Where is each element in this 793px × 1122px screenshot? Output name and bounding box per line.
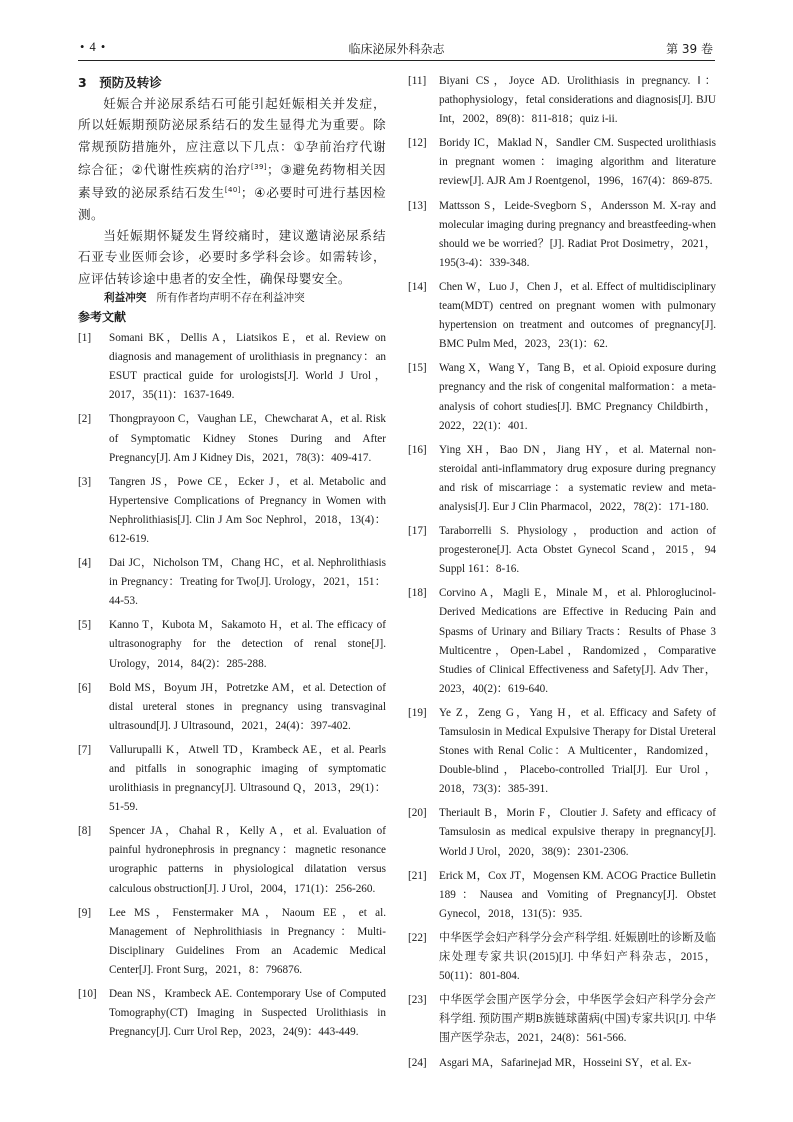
reference-number: [13] <box>408 199 427 212</box>
reference-item <box>78 741 386 817</box>
reference-item <box>408 359 716 435</box>
reference-item <box>408 929 716 986</box>
citation-40[interactable]: [40] <box>224 186 241 195</box>
reference-number: [10] <box>78 988 97 1001</box>
reference-text: Spencer JA，Chahal R，Kelly A，et al. Evaluation of painful hydronephrosis in pregnancy：magnetic resonance urographic patterns in physiological dilatation versus calculous obstruction[J]. J Urol，2004，171(1)：256-260. <box>109 825 386 895</box>
reference-number: [1] <box>78 332 92 345</box>
reference-text: Ying XH，Bao DN，Jiang HY，et al. Maternal non-steroidal anti-inflammatory drug exposure during pregnancy and risk of miscarriage：a systematic review and meta-analysis[J]. Eur J Clin Pharmacol，2022，78(2)：171-180. <box>439 443 716 513</box>
reference-item <box>408 991 716 1048</box>
right-column <box>408 72 716 1078</box>
reference-item <box>408 867 716 924</box>
reference-item <box>408 1054 716 1073</box>
reference-item <box>408 704 716 799</box>
reference-item <box>408 134 716 191</box>
reference-number: [21] <box>408 869 427 882</box>
reference-item <box>408 441 716 517</box>
body-paragraph: 当妊娠期怀疑发生肾绞痛时，建议邀请泌尿系结石亚专业医师会诊，必要时多学科会诊。如需转诊，应评估转诊途中患者的安全性，确保母婴安全。 <box>78 228 386 286</box>
reference-list-left <box>78 329 386 1042</box>
reference-text: Wang X，Wang Y，Tang B，et al. Opioid exposure during pregnancy and the risk of congenital malformation：a meta-analysis of cohort studies[J]. BMC Pregnancy Childbirth，2022，22(1)：401. <box>439 362 716 432</box>
reference-list-right <box>408 72 716 1073</box>
reference-number: [17] <box>408 525 427 538</box>
conflict-of-interest: 利益冲突 所有作者均声明不存在利益冲突 <box>104 292 305 305</box>
left-column <box>78 72 386 1047</box>
reference-number: [5] <box>78 619 92 632</box>
reference-text: Asgari MA，Safarinejad MR，Hosseini SY，et al. Ex- <box>439 1056 692 1069</box>
reference-text: Taraborrelli S. Physiology，production and action of progesterone[J]. Acta Obstet Gynecol Scand，2015，94 Suppl 161：8-16. <box>439 525 716 576</box>
reference-number: [15] <box>408 362 427 375</box>
references-heading: 参考文献 <box>78 310 127 325</box>
reference-text: Vallurupalli K，Atwell TD，Krambeck AE，et al. Pearls and pitfalls in sonographic imaging of symptomatic urolithiasis in pregnancy[J]. Ultrasound Q，2013，29(1)：51-59. <box>109 743 386 814</box>
reference-item <box>408 804 716 861</box>
reference-item <box>78 985 386 1042</box>
reference-text: Lee MS，Fenstermaker MA，Naoum EE，et al. Management of Nephrolithiasis in Pregnancy：Multi-Disciplinary Guidelines From an Academic Medical Center[J]. Front Surg，2021，8：796876. <box>109 906 386 976</box>
reference-item <box>78 679 386 736</box>
reference-text: Theriault B，Morin F，Cloutier J. Safety and efficacy of Tamsulosin as medical expulsive therapy in pregnancy[J]. World J Urol，2020，38(9)：2301-2306. <box>439 807 716 858</box>
reference-item <box>408 278 716 354</box>
reference-number: [14] <box>408 280 427 293</box>
reference-item <box>78 822 386 898</box>
reference-text: Erick M，Cox JT，Mogensen KM. ACOG Practice Bulletin 189：Nausea and Vomiting of Pregnancy[J]. Obstet Gynecol，2018，131(5)：935. <box>439 869 716 920</box>
reference-text: Mattsson S，Leide-Svegborn S，Andersson M. X-ray and molecular imaging during pregnancy and breastfeeding-when should we be worried？[J]. Radiat Prot Dosimetry，2021，195(3-4)：339-348. <box>439 199 716 269</box>
reference-item <box>78 410 386 467</box>
reference-text: Thongprayoon C，Vaughan LE，Chewcharat A，et al. Risk of Symptomatic Kidney Stones During and After Pregnancy[J]. Am J Kidney Dis，2021，78(3)：409-417. <box>109 413 386 464</box>
reference-text: Corvino A，Magli E，Minale M，et al. Phloroglucinol-Derived Medications are Effective in Reducing Pain and Spasms of Urinary and Biliary Tracts：Results of Phase 3 Multicentre，Open-Label，Randomized，Comparative Studies of Clinical Effectiveness and Safety[J]. Adv Ther，2023，40(2)：619-640. <box>439 587 716 695</box>
body-paragraph: 妊娠合并泌尿系结石可能引起妊娠相关并发症，所以妊娠期预防泌尿系结石的发生显得尤为重要。除常规预防措施外，应注意以下几点：①孕前治疗代谢综合征；②代谢性疾病的治疗[39]；③避免药物相关因素导致的泌尿系结石发生[40]；④必要时可进行基因检测。 <box>78 96 387 222</box>
reference-number: [4] <box>78 557 92 570</box>
reference-number: [23] <box>408 994 427 1007</box>
reference-number: [12] <box>408 137 427 150</box>
reference-text: 中华医学会围产医学分会，中华医学会妇产科学分会产科学组. 预防围产期B族链球菌病(中国)专家共识[J]. 中华围产医学杂志，2021，24(8)：561-566. <box>439 994 716 1045</box>
reference-text: Tangren JS，Powe CE，Ecker J，et al. Metabolic and Hypertensive Complications of Pregnancy in Women with Nephrolithiasis[J]. Clin J Am Soc Nephrol，2018，13(4)：612-619. <box>109 475 386 545</box>
page-number: • 4 • <box>80 40 107 54</box>
reference-text: Bold MS，Boyum JH，Potretzke AM，et al. Detection of distal ureteral stones in pregnancy using transvaginal ultrasound[J]. J Ultrasound，2021，24(4)：397-402. <box>109 681 386 732</box>
reference-text: 中华医学会妇产科学分会产科学组. 妊娠剧吐的诊断及临床处理专家共识(2015)[J]. 中华妇产科杂志，2015，50(11)：801-804. <box>439 931 716 983</box>
reference-item <box>78 554 386 611</box>
reference-item <box>78 329 386 405</box>
reference-number: [7] <box>78 743 92 756</box>
reference-text: Chen W，Luo J，Chen J，et al. Effect of multidisciplinary team(MDT) centred on pregnant women with pulmonary hypertension on treatment and outcomes of pregnancy[J]. BMC Pulm Med，2023，23(1)：62. <box>439 280 716 351</box>
reference-item <box>408 522 716 579</box>
reference-text: Kanno T，Kubota M，Sakamoto H，et al. The efficacy of ultrasonography for the detection of renal stone[J]. Urology，2014，84(2)：285-288. <box>109 619 386 670</box>
volume-label: 第 39 卷 <box>666 42 713 56</box>
reference-text: Ye Z，Zeng G，Yang H，et al. Efficacy and Safety of Tamsulosin in Medical Expulsive Therapy for Distal Ureteral Stones with Renal Colic：A Multicenter，Randomized，Double-blind，Placebo-controlled Trial[J]. Eur Urol，2018，73(3)：385-391. <box>439 706 716 796</box>
reference-number: [18] <box>408 587 427 600</box>
reference-text: Somani BK，Dellis A，Liatsikos E，et al. Review on diagnosis and management of urolithiasis in pregnancy：an ESUT practical guide for urologists[J]. World J Urol，2017，35(11)：1637-1649. <box>109 332 386 402</box>
reference-item <box>408 72 716 129</box>
reference-text: Dai JC，Nicholson TM，Chang HC，et al. Nephrolithiasis in Pregnancy：Treating for Two[J]. Urology，2021，151：44-53. <box>109 557 386 608</box>
section-heading: 3 预防及转诊 <box>78 75 162 90</box>
citation-39[interactable]: [39] <box>251 162 268 171</box>
reference-number: [24] <box>408 1056 427 1069</box>
reference-number: [20] <box>408 807 427 820</box>
reference-item <box>408 197 716 273</box>
reference-text: Biyani CS，Joyce AD. Urolithiasis in pregnancy. Ⅰ：pathophysiology，fetal considerations and diagnosis[J]. BJU Int，2002，89(8)：811-818；quiz i-ii. <box>439 75 716 126</box>
reference-item <box>78 904 386 980</box>
reference-number: [22] <box>408 931 427 944</box>
reference-number: [9] <box>78 906 92 919</box>
reference-text: Dean NS，Krambeck AE. Contemporary Use of Computed Tomography(CT) Imaging in Suspected Urolithiasis in Pregnancy[J]. Curr Urol Rep，2023，24(9)：443-449. <box>109 988 386 1039</box>
reference-number: [19] <box>408 706 427 719</box>
reference-item <box>78 473 386 549</box>
reference-number: [2] <box>78 413 92 426</box>
reference-number: [16] <box>408 443 427 456</box>
reference-number: [8] <box>78 825 92 838</box>
reference-number: [11] <box>408 75 427 87</box>
reference-number: [6] <box>78 681 92 694</box>
running-header <box>78 34 715 61</box>
reference-item <box>408 584 716 699</box>
reference-number: [3] <box>78 475 92 488</box>
reference-item <box>78 616 386 673</box>
reference-text: Boridy IC，Maklad N，Sandler CM. Suspected urolithiasis in pregnant women：imaging algorithm and literature review[J]. AJR Am J Roentgenol，1996，167(4)：869-875. <box>439 137 716 188</box>
journal-title: 临床泌尿外科杂志 <box>348 42 445 56</box>
